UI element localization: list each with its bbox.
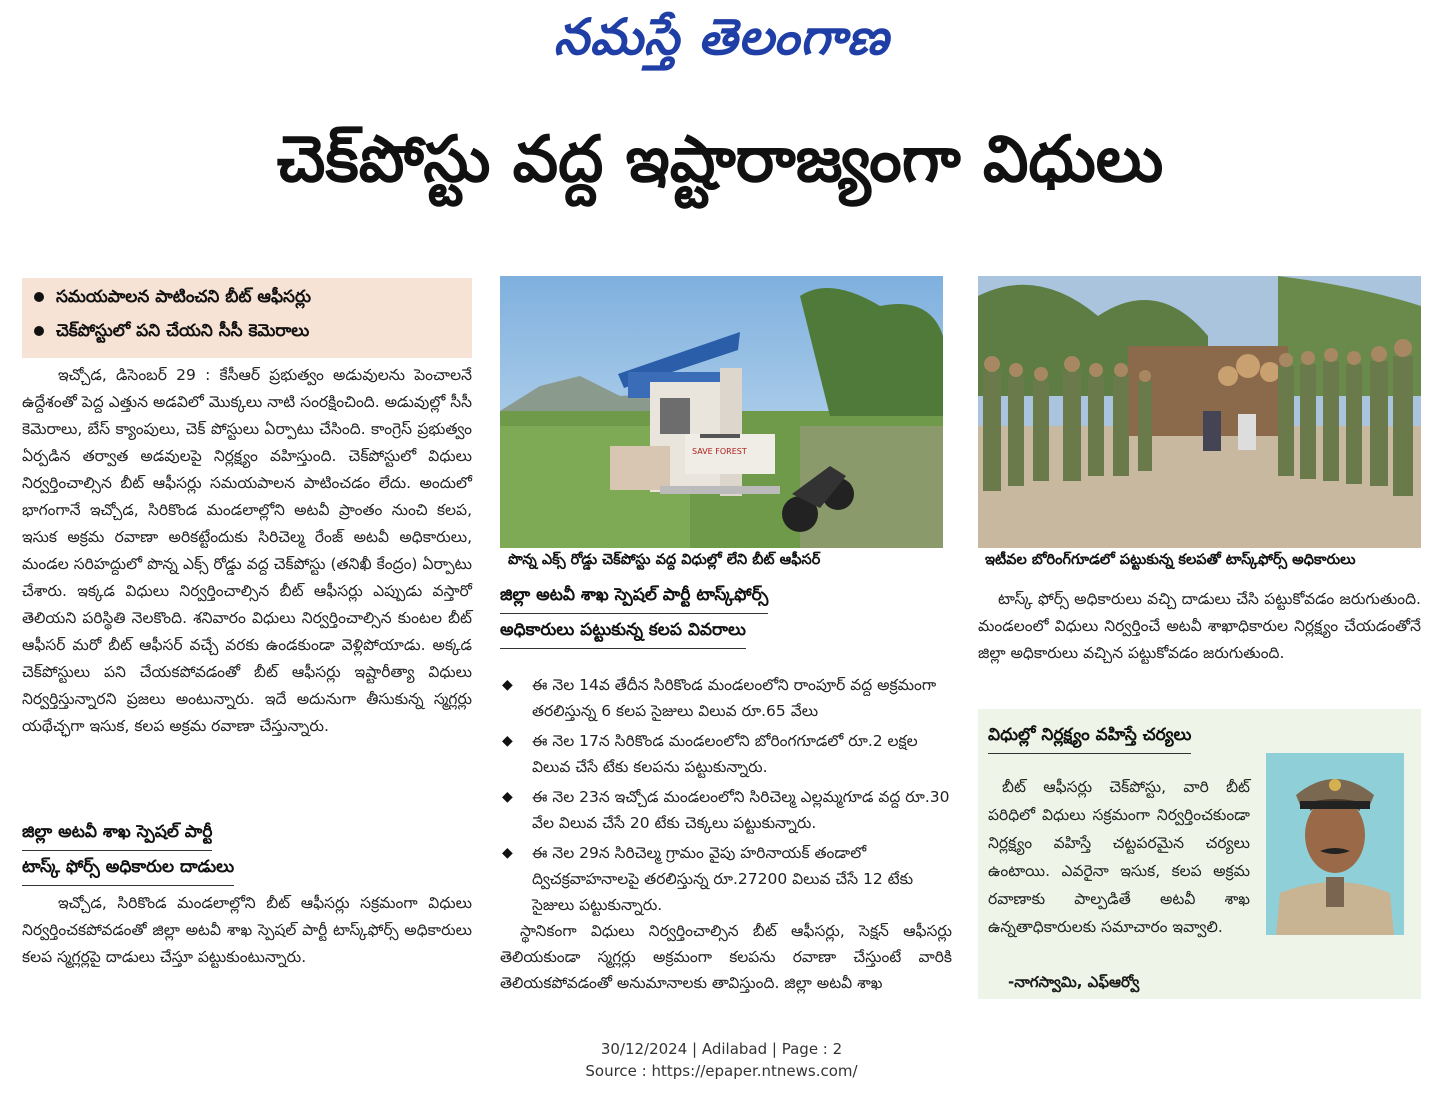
lead-paragraph: ఇచ్చోడ, డిసెంబర్ 29 : కేసీఆర్ ప్రభుత్వం అడువులను పెంచాలనే ఉద్దేశంతో పెద్ద ఎత్తున అడవిలో మొక్కలు నాటి సంరక్షించింది. అడువుల్లో సీసీ కెమెరాలు, బేస్ క్యాంపులు, చెక్ పోస్టులు ఏర్పాటు చేసింది. కాంగ్రెస్ ప్రభుత్వం ఏర్పడిన తర్వాత అడవులపై నిర్లక్ష్యం వహిస్తుంది. చెక్‌పోస్టులో విధులు నిర్వర్తించాల్సిన బీట్ ఆఫీసర్లు సమయపాలన పాటించడం లేదు. అందులో భాగంగానే ఇచ్చోడ, సిరికొండ మండలాల్లోని అటవీ ప్రాంతం నుంచి కలప, ఇసుక అక్రమ రవాణా అరికట్టేందుకు సిరిచెల్మ రేంజ్ అటవీ అధికారులు, మండల సరిహద్దులో పొన్న ఎక్స్ రోడ్డు వద్ద చెక్‌పోస్టు (తనిఖీ కేంద్రం) ఏర్పాటు చేశారు. ఇక్కడ విధులు నిర్వర్తించాల్సిన బీట్ ఆఫీసర్లు ఎప్పుడు వస్తారో తెలియని పరిస్థితి నెలకొంది. శనివారం విధులు నిర్వర్తించాల్సిన కుంటల బీట్ ఆఫీసర్ మరో బీట్ ఆఫీసర్ వచ్చే వరకు ఉండకుండా వెళ్లిపోయాడు. అక్కడ చెక్‌పోస్టులు పని చేయకపోవడంతో బీట్ ఆఫీసర్లు ఇష్టారీత్యా విధులు నిర్వర్తిస్తున్నారని ప్రజలు అంటున్నారు. ఇదే అదునుగా తీసుకున్న స్మగ్లర్లు యథేచ్ఛగా ఇసుక, కలప అక్రమ రవాణా చేస్తున్నారు. (22, 366, 472, 735)
subhead-2-line-2: అధికారులు పట్టుకున్న కలప వివరాలు (500, 620, 746, 649)
highlight-text: సమయపాలన పాటించని బీట్ ఆఫీసర్లు (56, 287, 311, 307)
paragraph-3: స్థానికంగా విధులు నిర్వర్తించాల్సిన బీట్ ఆఫీసర్లు, సెక్షన్ ఆఫీసర్లు తెలియకుండా స్మగ్లర్లు అక్రమంగా కలపను రవాణా చేస్తుంటే వారికి తెలియకపోవడంతో అనుమానాలకు తావిస్తుంది. జిల్లా అటవీ శాఖ (500, 922, 952, 992)
paragraph-4: టాస్క్ ఫోర్స్ అధికారులు వచ్చి దాడులు చేసి పట్టుకోవడం జరుగుతుంది. మండలంలో విధులు నిర్వర్తించే అటవీ శాఖాధికారుల నిర్లక్ష్యం చేయడంతోనే జిల్లా అధికారులు వచ్చిన పట్టుకోవడం జరుగుతుంది. (978, 590, 1421, 662)
subhead-1-line-2: టాస్క్ ఫోర్స్ అధికారుల దాడులు (22, 857, 234, 886)
officer-portrait (1266, 753, 1404, 935)
diamond-icon: ◆ (502, 845, 513, 861)
quote-heading: విధుల్లో నిర్లక్ష్యం వహిస్తే చర్యలు (988, 725, 1191, 754)
highlight-item (34, 321, 309, 345)
subhead-2-line-1: జిల్లా అటవీ శాఖ స్పెషల్ పార్టీ టాస్క్‌ఫోర్స్ (500, 585, 768, 614)
highlight-item (34, 287, 311, 311)
quote-text: బీట్ ఆఫీసర్లు చెక్‌పోస్టు, వారి బీట్ పరిధిలో విధులు సక్రమంగా నిర్వర్తించకుండా నిర్లక్ష్యం వహిస్తే చట్టపరమైన చర్యలు ఉంటాయి. ఎవరైనా ఇసుక, కలప అక్రమ రవాణాకు పాల్పడితే అటవీ శాఖ ఉన్నతాధికారులకు సమాచారం ఇవ్వాలి. (988, 778, 1250, 936)
paragraph-2: ఇచ్చోడ, సిరికొండ మండలాల్లోని బీట్ ఆఫీసర్లు సక్రమంగా విధులు నిర్వర్తించకపోవడంతో జిల్లా అటవీ శాఖ స్పెషల్ పార్టీ టాస్క్‌ఫోర్స్ అధికారులు కలప స్మగ్లర్లపై దాడులు చేస్తూ పట్టుకుంటున్నారు. (22, 894, 472, 966)
masthead: నమస్తే తెలంగాణ (553, 8, 890, 66)
seizure-item (500, 840, 952, 918)
task-force-photo-illustration (978, 276, 1421, 548)
seizure-text: ఈ నెల 17న సిరికొండ మండలంలోని బోరింగగూడలో రూ.2 లక్షల విలువ చేసే టేకు కలపను పట్టుకున్నారు. (532, 732, 918, 776)
diamond-icon: ◆ (502, 789, 513, 805)
headline: చెక్‌పోస్టు వద్ద ఇష్టారాజ్యంగా విధులు (276, 123, 1164, 197)
seizure-text: ఈ నెల 29న సిరిచెల్మ గ్రామం వైపు హరినాయక్ తండాలో ద్విచక్రవాహనాలపై తరలిస్తున్న రూ.27200 విలువ చేసే 12 టేకు సైజులు పట్టుకున్నారు. (532, 844, 914, 914)
bullet-icon (34, 326, 44, 336)
seizure-item (500, 672, 952, 724)
seizure-text: ఈ నెల 23న ఇచ్చోడ మండలంలోని సిరిచెల్మ ఎల్లమ్మగూడ వద్ద రూ.30 వేల విలువ చేసే 20 టేకు చెక్కలు పట్టుకున్నారు. (532, 788, 950, 832)
checkpost-photo-illustration (500, 276, 943, 548)
seizure-item (500, 784, 952, 836)
footer-dateline: 30/12/2024 | Adilabad | Page : 2 (600, 1040, 843, 1058)
save-forest-sign: SAVE FOREST (692, 447, 747, 456)
officer-portrait-illustration (1266, 753, 1404, 935)
task-force-photo (978, 276, 1421, 548)
highlight-text: చెక్‌పోస్టులో పని చేయని సీసీ కెమెరాలు (56, 321, 310, 341)
subhead-1-line-1: జిల్లా అటవీ శాఖ స్పెషల్ పార్టీ (22, 822, 212, 851)
diamond-icon: ◆ (502, 733, 513, 749)
checkpost-photo (500, 276, 943, 548)
quote-box (978, 709, 1421, 999)
footer-source: Source : https://epaper.ntnews.com/ (585, 1062, 858, 1080)
quote-attribution: -నాగస్వామి, ఎఫ్ఆర్వో (1008, 973, 1140, 991)
highlights-box (22, 278, 472, 358)
bullet-icon (34, 292, 44, 302)
photo-2-caption: ఇటీవల బోరింగ్‌గూడలో పట్టుకున్న కలపతో టాస్క్‌ఫోర్స్ అధికారులు (985, 552, 1356, 568)
diamond-icon: ◆ (502, 677, 513, 693)
seizure-text: ఈ నెల 14వ తేదీన సిరికొండ మండలంలోని రాంపూర్ వద్ద అక్రమంగా తరలిస్తున్న 6 కలప సైజులు విలువ రూ.65 వేలు (532, 676, 937, 720)
photo-1-caption: పొన్న ఎక్స్ రోడ్డు చెక్‌పోస్టు వద్ద విధుల్లో లేని బీట్ ఆఫీసర్ (508, 552, 821, 568)
seizure-item (500, 728, 952, 780)
